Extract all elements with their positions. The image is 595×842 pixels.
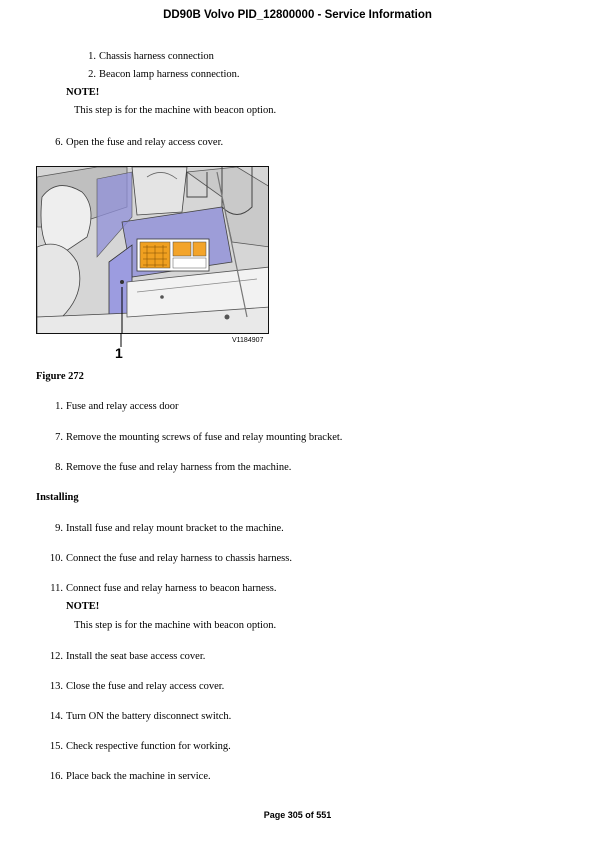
page-header-title: DD90B Volvo PID_12800000 - Service Information (163, 9, 432, 21)
step-text: Remove the fuse and relay harness from the machine. (66, 462, 292, 473)
step-number: 16. (49, 771, 63, 782)
sub-list-number: 2. (88, 69, 96, 80)
step-item (47, 771, 211, 782)
note-label: NOTE! (66, 87, 100, 98)
section-heading: Installing (36, 492, 79, 503)
sub-list-item (80, 51, 214, 62)
step-number: 8. (55, 462, 63, 473)
sub-list-number: 1. (88, 51, 96, 62)
legend-number: 1. (55, 401, 63, 412)
step-text: Close the fuse and relay access cover. (66, 681, 225, 692)
step-number: 13. (49, 681, 63, 692)
step-item (47, 553, 292, 564)
figure-callout-number: 1 (115, 345, 123, 361)
step-text: Install the seat base access cover. (66, 651, 206, 662)
legend-text: Fuse and relay access door (66, 401, 179, 412)
step-text: Place back the machine in service. (66, 771, 211, 782)
figure-code: V1184907 (232, 337, 264, 344)
step-text: Connect fuse and relay harness to beacon harness. (66, 583, 277, 594)
figure-image-fuse-relay (36, 166, 269, 334)
step-text: Remove the mounting screws of fuse and relay mounting bracket. (66, 432, 343, 443)
step-text: Check respective function for working. (66, 741, 231, 752)
note-text: This step is for the machine with beacon option. (74, 620, 277, 631)
step-item (47, 711, 231, 722)
step-number: 11. (50, 583, 63, 594)
step-text: Open the fuse and relay access cover. (66, 137, 224, 148)
step-number: 7. (55, 432, 63, 443)
step-number: 10. (49, 553, 63, 564)
step-item (47, 462, 291, 473)
sub-list-item (80, 69, 240, 80)
step-number: 12. (49, 651, 63, 662)
figure-caption: Figure 272 (36, 371, 84, 382)
step-number: 14. (49, 711, 63, 722)
step-number: 6. (55, 137, 63, 148)
step-item (47, 432, 342, 443)
step-item (47, 137, 223, 148)
step-item (47, 583, 277, 594)
step-text: Install fuse and relay mount bracket to the machine. (66, 523, 284, 534)
step-number: 15. (49, 741, 63, 752)
legend-item (47, 401, 179, 412)
note-text: This step is for the machine with beacon option. (74, 105, 277, 116)
step-text: Connect the fuse and relay harness to chassis harness. (66, 553, 292, 564)
page-footer-number: Page 305 of 551 (263, 810, 332, 820)
sub-list-text: Chassis harness connection (99, 51, 214, 62)
step-item (47, 651, 205, 662)
note-label: NOTE! (66, 601, 100, 612)
step-text: Turn ON the battery disconnect switch. (66, 711, 232, 722)
step-number: 9. (55, 523, 63, 534)
step-item (47, 681, 224, 692)
step-item (47, 741, 231, 752)
sub-list-text: Beacon lamp harness connection. (99, 69, 240, 80)
step-item (47, 523, 284, 534)
